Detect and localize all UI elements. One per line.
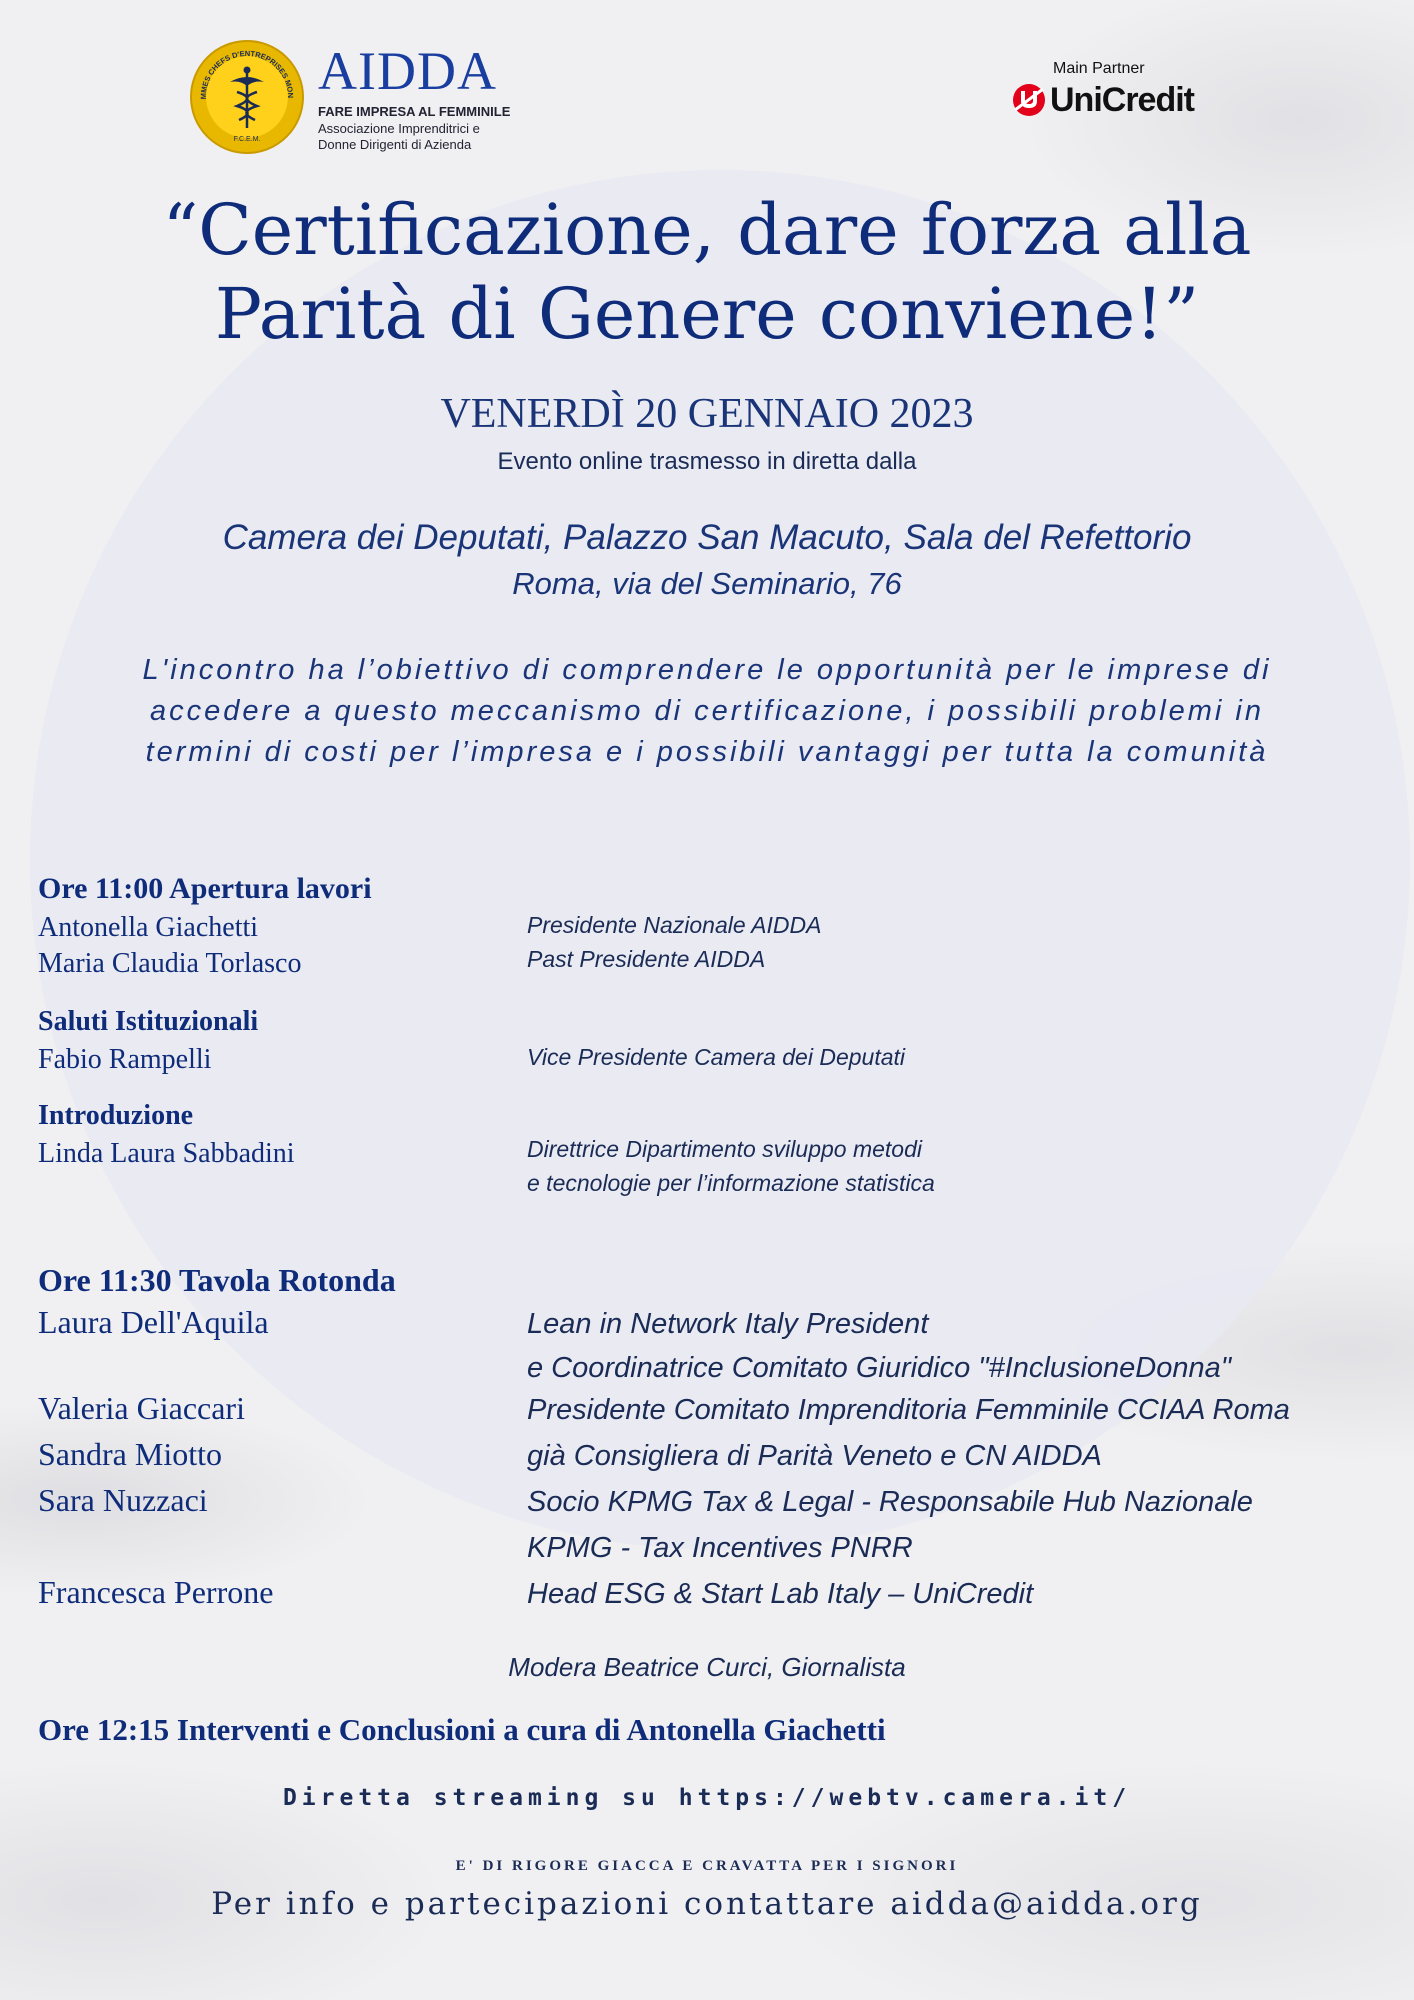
roundtable-heading: Ore 11:30 Tavola Rotonda xyxy=(38,1262,396,1298)
closing-session: Ore 12:15 Interventi e Conclusioni a cura di Antonella Giachetti xyxy=(38,1712,886,1747)
unicredit-logo xyxy=(1012,78,1194,122)
speaker-name: Laura Dell'Aquila xyxy=(38,1304,269,1340)
event-title-line1: “Certificazione, dare forza alla xyxy=(162,189,1252,271)
speaker-role: Presidente Nazionale AIDDA xyxy=(527,912,822,938)
description-line: L'incontro ha l’obiettivo di comprendere le opportunità per le imprese di xyxy=(142,654,1272,686)
caduceus-icon xyxy=(192,42,302,152)
event-title xyxy=(0,188,1414,356)
event-title-line2: Parità di Genere conviene!” xyxy=(214,273,1200,355)
speaker-role: Direttrice Dipartimento sviluppo metodi xyxy=(527,1136,922,1162)
event-date: VENERDÌ 20 GENNAIO 2023 xyxy=(440,391,974,437)
background-circle xyxy=(30,170,1410,1550)
speaker-role: Presidente Comitato Imprenditoria Femminile CCIAA Roma xyxy=(527,1394,1290,1426)
org-desc-line1: Associazione Imprenditrici e xyxy=(318,121,480,136)
moderator: Modera Beatrice Curci, Giornalista xyxy=(508,1652,906,1682)
event-address: Roma, via del Seminario, 76 xyxy=(512,566,902,601)
speaker-name: Fabio Rampelli xyxy=(38,1044,212,1075)
speaker-name: Sara Nuzzaci xyxy=(38,1482,208,1518)
contact-info: Per info e partecipazioni contattare aidda@aidda.org xyxy=(211,1886,1203,1922)
event-description xyxy=(50,650,1364,773)
streaming-info: Diretta streaming su https://webtv.camera.it/ xyxy=(282,1785,1132,1811)
speaker-role: Socio KPMG Tax & Legal - Responsabile Hub Nazionale xyxy=(527,1486,1253,1518)
speaker-role: già Consigliera di Parità Veneto e CN AIDDA xyxy=(527,1440,1102,1472)
partner-label: Main Partner xyxy=(1053,60,1145,77)
partner-name: UniCredit xyxy=(1050,80,1194,119)
svg-text:F.C.E.M.: F.C.E.M. xyxy=(233,136,261,143)
speaker-role: e tecnologie per l’informazione statistica xyxy=(527,1170,935,1196)
speaker-name: Francesca Perrone xyxy=(38,1574,274,1610)
org-desc-line2: Donne Dirigenti di Azienda xyxy=(318,137,472,152)
description-line: accedere a questo meccanismo di certificazione, i possibili problemi in xyxy=(149,695,1265,727)
intro-heading: Introduzione xyxy=(38,1100,194,1131)
speaker-role: Lean in Network Italy President xyxy=(527,1308,929,1340)
speaker-role: Vice Presidente Camera dei Deputati xyxy=(527,1044,906,1070)
description-line: termini di costi per l’impresa e i possibili vantaggi per tutta la comunità xyxy=(145,736,1269,768)
aidda-seal-logo xyxy=(190,40,304,154)
svg-text:LES FEMMES CHEFS D'ENTREPRISES: MMES CHEFS D'ENTREPRISES MON xyxy=(198,48,296,100)
speaker-role: Head ESG & Start Lab Italy – UniCredit xyxy=(527,1578,1034,1610)
dress-code: E' DI RIGORE GIACCA E CRAVATTA PER I SIGNORI xyxy=(455,1858,959,1874)
event-subtitle: Evento online trasmesso in diretta dalla xyxy=(497,448,917,475)
speaker-role: e Coordinatrice Comitato Giuridico "#InclusioneDonna" xyxy=(527,1352,1232,1384)
speaker-role: Past Presidente AIDDA xyxy=(527,946,766,972)
speaker-role: KPMG - Tax Incentives PNRR xyxy=(527,1532,913,1564)
org-tagline: FARE IMPRESA AL FEMMINILE xyxy=(318,104,511,119)
speaker-name: Sandra Miotto xyxy=(38,1436,222,1472)
opening-heading: Ore 11:00 Apertura lavori xyxy=(38,872,372,905)
speaker-name: Antonella Giachetti xyxy=(38,912,259,943)
speaker-name: Valeria Giaccari xyxy=(38,1390,245,1426)
event-venue: Camera dei Deputati, Palazzo San Macuto, Sala del Refettorio xyxy=(222,518,1192,557)
speaker-name: Maria Claudia Torlasco xyxy=(38,948,302,979)
org-name: AIDDA xyxy=(318,41,497,101)
unicredit-icon xyxy=(1012,83,1046,117)
speaker-name: Linda Laura Sabbadini xyxy=(38,1138,295,1169)
greetings-heading: Saluti Istituzionali xyxy=(38,1006,259,1037)
